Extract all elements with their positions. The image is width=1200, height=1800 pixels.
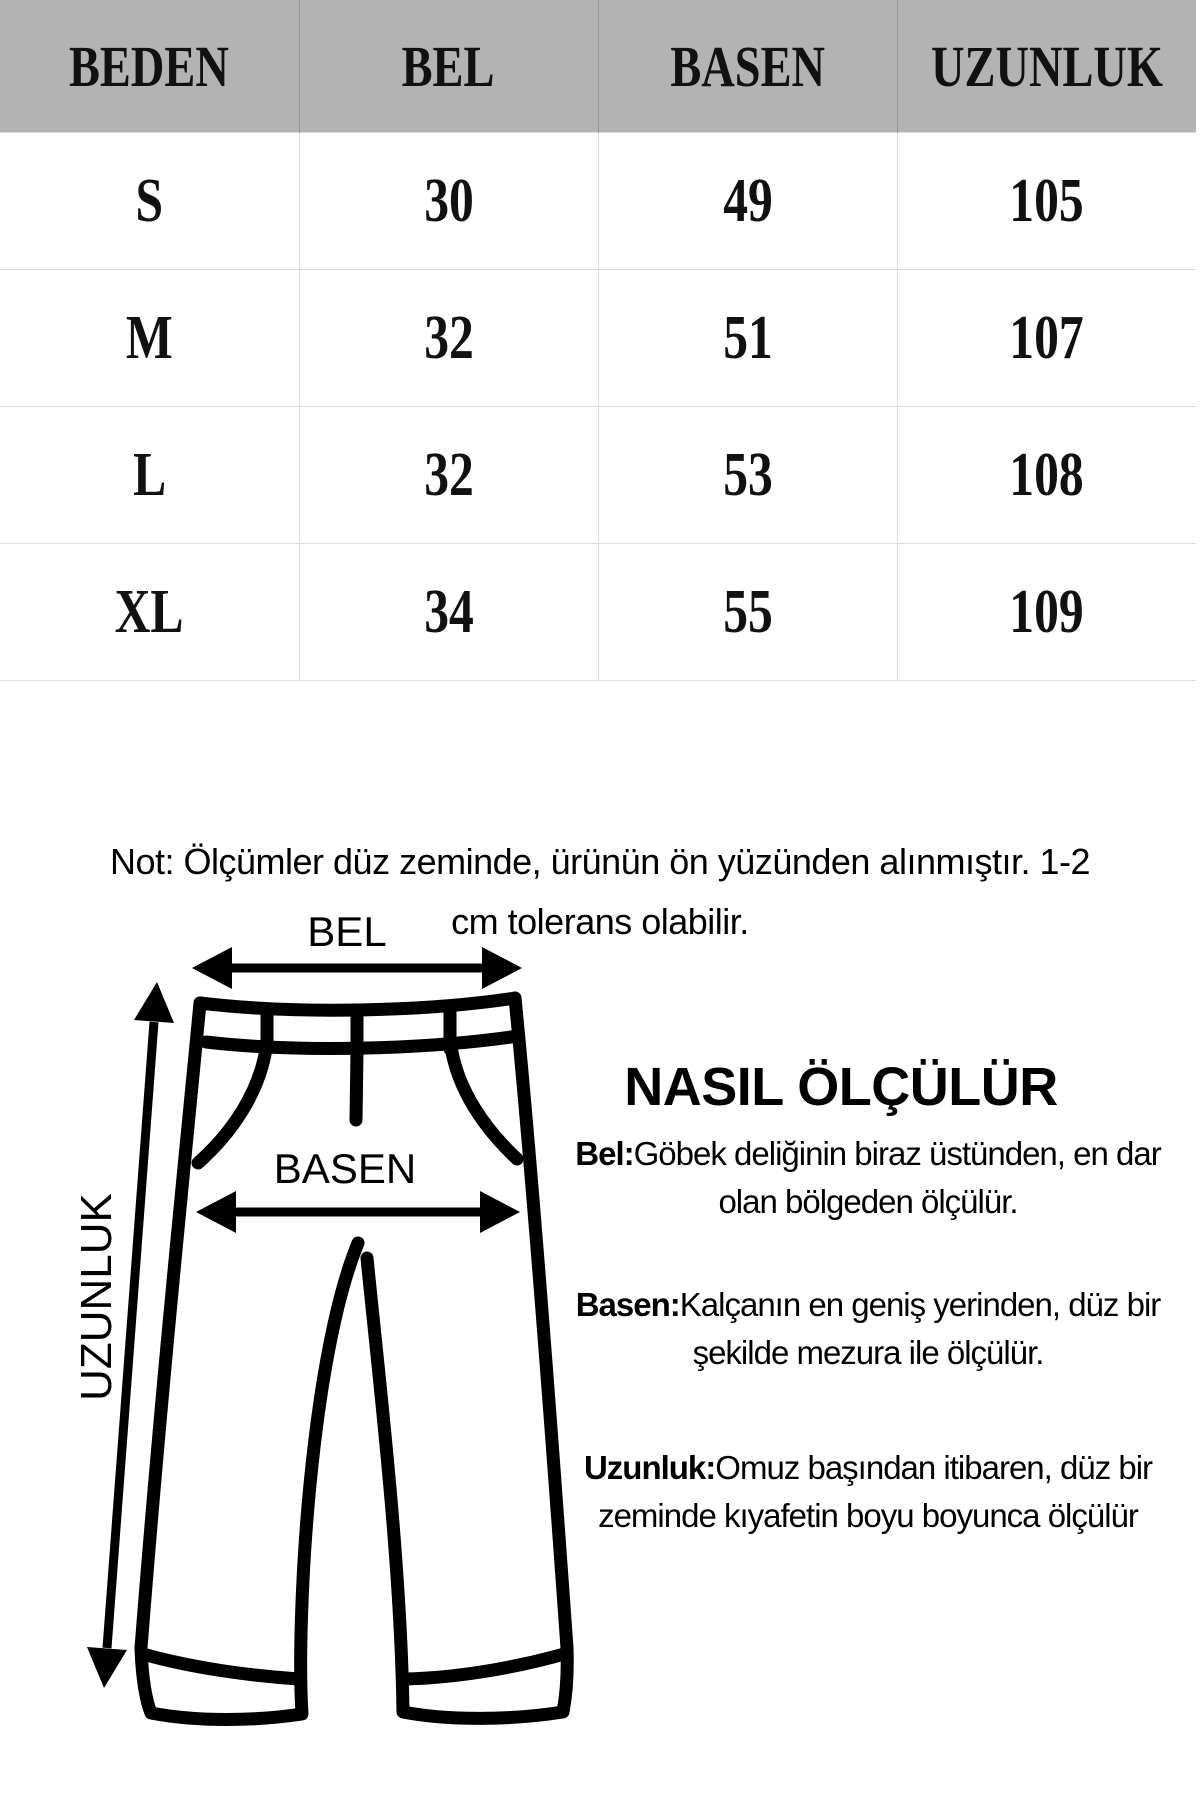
table-row-l — [0, 407, 1196, 544]
size-cell: 34 — [299, 544, 598, 681]
table-row-s — [0, 133, 1196, 270]
size-cell: 109 — [897, 544, 1196, 681]
size-table-header-row — [0, 0, 1196, 133]
size-cell: 107 — [897, 270, 1196, 407]
basen-arrow — [196, 1191, 520, 1233]
size-cell: L — [0, 407, 299, 544]
size-table — [0, 0, 1196, 681]
uzunluk-definition-line2: zeminde kıyafetin boyu boyunca ölçülür — [598, 1497, 1138, 1534]
how-to-measure-bel — [545, 1130, 1191, 1226]
size-cell: 55 — [598, 544, 897, 681]
header-beden: BEDEN — [0, 0, 299, 133]
header-basen: BASEN — [598, 0, 897, 133]
header-uzunluk: UZUNLUK — [897, 0, 1196, 133]
pants-outline — [141, 998, 567, 1720]
uzunluk-definition-line1: Uzunluk:Omuz başından itibaren, düz bir — [583, 1449, 1153, 1486]
size-cell: 32 — [299, 407, 598, 544]
table-row-xl — [0, 544, 1196, 681]
size-cell: 32 — [299, 270, 598, 407]
basen-definition-line2: şekilde mezura ile ölçülür. — [692, 1334, 1044, 1371]
how-to-measure-title: NASIL ÖLÇÜLÜR — [624, 1057, 1058, 1117]
basen-definition-line1: Basen:Kalçanın en geniş yerinden, düz bir — [575, 1286, 1161, 1323]
header-bel: BEL — [299, 0, 598, 133]
table-row-m — [0, 270, 1196, 407]
size-cell: 49 — [598, 133, 897, 270]
bel-diagram-label: BEL — [307, 908, 387, 955]
uzunluk-diagram-label: UZUNLUK — [72, 1193, 121, 1401]
basen-diagram-label: BASEN — [273, 1145, 417, 1192]
size-cell: 30 — [299, 133, 598, 270]
how-to-measure-basen — [545, 1281, 1191, 1377]
bel-definition-line1: Bel:Göbek deliğinin biraz üstünden, en dar — [575, 1135, 1161, 1172]
size-cell: 108 — [897, 407, 1196, 544]
bel-definition-line2: olan bölgeden ölçülür. — [718, 1183, 1018, 1220]
size-cell: 51 — [598, 270, 897, 407]
how-to-measure-uzunluk — [545, 1444, 1191, 1540]
size-cell: XL — [0, 544, 299, 681]
note-line-2: cm tolerans olabilir. — [451, 901, 749, 942]
size-cell: 53 — [598, 407, 897, 544]
note-line-1: Not: Ölçümler düz zeminde, ürünün ön yüzünden alınmıştır. 1-2 — [109, 841, 1090, 882]
size-cell: M — [0, 270, 299, 407]
size-cell: 105 — [897, 133, 1196, 270]
size-cell: S — [0, 133, 299, 270]
